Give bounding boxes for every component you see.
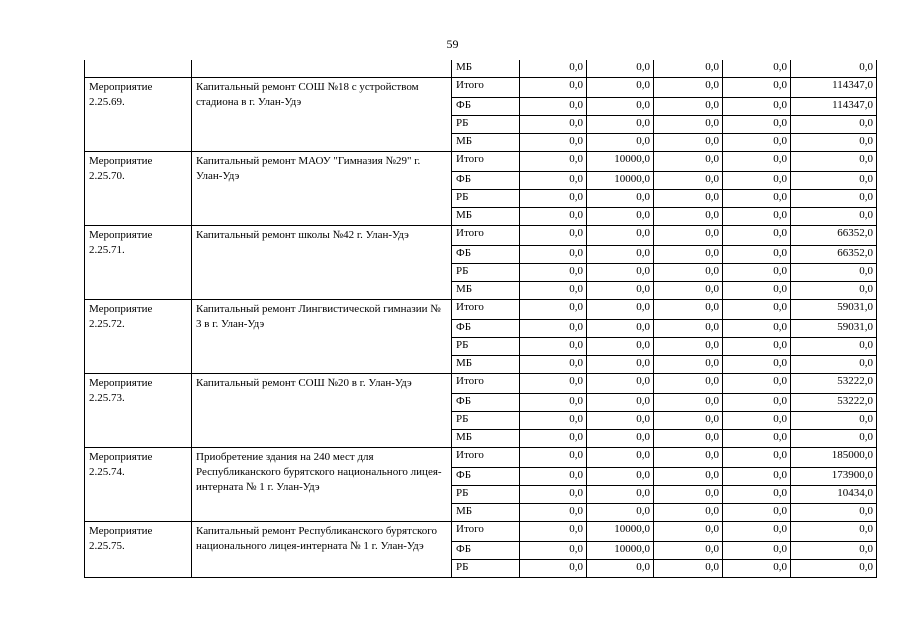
- value-cell: 0,0: [723, 152, 791, 172]
- value-cell: 0,0: [723, 504, 791, 522]
- value-cell: 0,0: [520, 78, 587, 98]
- value-cell: 0,0: [654, 374, 723, 394]
- value-cell: 0,0: [723, 320, 791, 338]
- value-cell: 0,0: [654, 522, 723, 542]
- value-cell: 59031,0: [791, 320, 877, 338]
- event-code-cell: Мероприятие 2.25.74.: [85, 448, 192, 522]
- value-cell: 0,0: [723, 246, 791, 264]
- table-row: [85, 152, 877, 172]
- value-cell: 0,0: [791, 152, 877, 172]
- value-cell: 0,0: [520, 246, 587, 264]
- event-description-cell: Капитальный ремонт МАОУ "Гимназия №29" г. Улан-Удэ: [192, 152, 452, 226]
- value-cell: 0,0: [520, 190, 587, 208]
- value-cell: 0,0: [723, 468, 791, 486]
- event-code-cell: Мероприятие 2.25.75.: [85, 522, 192, 578]
- value-cell: 0,0: [654, 134, 723, 152]
- value-cell: 0,0: [587, 246, 654, 264]
- value-cell: 0,0: [654, 468, 723, 486]
- value-cell: 0,0: [791, 264, 877, 282]
- value-cell: 0,0: [520, 504, 587, 522]
- value-cell: 114347,0: [791, 98, 877, 116]
- value-cell: 10000,0: [587, 152, 654, 172]
- value-cell: 0,0: [654, 78, 723, 98]
- value-cell: 0,0: [520, 226, 587, 246]
- value-cell: 0,0: [520, 300, 587, 320]
- value-cell: 0,0: [791, 412, 877, 430]
- funding-source-cell: РБ: [452, 264, 520, 282]
- value-cell: 0,0: [791, 522, 877, 542]
- value-cell: 0,0: [654, 486, 723, 504]
- value-cell: 0,0: [587, 116, 654, 134]
- funding-source-cell: МБ: [452, 504, 520, 522]
- value-cell: 0,0: [723, 264, 791, 282]
- funding-source-cell: Итого: [452, 226, 520, 246]
- value-cell: 0,0: [587, 134, 654, 152]
- value-cell: 0,0: [791, 208, 877, 226]
- value-cell: 0,0: [791, 190, 877, 208]
- funding-source-cell: Итого: [452, 374, 520, 394]
- value-cell: 0,0: [654, 190, 723, 208]
- value-cell: 0,0: [587, 190, 654, 208]
- funding-source-cell: РБ: [452, 338, 520, 356]
- value-cell: 0,0: [520, 152, 587, 172]
- value-cell: 0,0: [791, 356, 877, 374]
- event-description-cell: Приобретение здания на 240 мест для Республиканского бурятского национального лицея-интерната № 1 г. Улан-Удэ: [192, 448, 452, 522]
- funding-source-cell: МБ: [452, 134, 520, 152]
- page-number: 59: [446, 37, 459, 51]
- funding-source-cell: Итого: [452, 300, 520, 320]
- value-cell: 0,0: [520, 522, 587, 542]
- value-cell: 0,0: [654, 394, 723, 412]
- value-cell: 0,0: [587, 374, 654, 394]
- value-cell: 0,0: [654, 152, 723, 172]
- funding-source-cell: РБ: [452, 560, 520, 578]
- value-cell: 0,0: [723, 116, 791, 134]
- table-row: [85, 448, 877, 468]
- event-code-cell: Мероприятие 2.25.70.: [85, 152, 192, 226]
- value-cell: 0,0: [520, 98, 587, 116]
- value-cell: 0,0: [654, 264, 723, 282]
- value-cell: 0,0: [791, 504, 877, 522]
- value-cell: 0,0: [587, 560, 654, 578]
- value-cell: 0,0: [520, 356, 587, 374]
- value-cell: 0,0: [587, 356, 654, 374]
- value-cell: 0,0: [520, 172, 587, 190]
- value-cell: 0,0: [587, 338, 654, 356]
- value-cell: 0,0: [587, 448, 654, 468]
- value-cell: 0,0: [520, 374, 587, 394]
- value-cell: 0,0: [723, 412, 791, 430]
- event-code-cell: [85, 60, 192, 78]
- value-cell: 0,0: [791, 338, 877, 356]
- value-cell: 0,0: [723, 374, 791, 394]
- event-code-cell: Мероприятие 2.25.73.: [85, 374, 192, 448]
- funding-source-cell: Итого: [452, 152, 520, 172]
- value-cell: 0,0: [723, 430, 791, 448]
- funding-source-cell: РБ: [452, 412, 520, 430]
- value-cell: 0,0: [791, 60, 877, 78]
- value-cell: 0,0: [723, 172, 791, 190]
- value-cell: 0,0: [587, 412, 654, 430]
- value-cell: 185000,0: [791, 448, 877, 468]
- value-cell: 0,0: [587, 300, 654, 320]
- value-cell: 0,0: [520, 412, 587, 430]
- table-row: [85, 60, 877, 78]
- value-cell: 0,0: [791, 282, 877, 300]
- table-row: [85, 522, 877, 542]
- value-cell: 0,0: [791, 116, 877, 134]
- value-cell: 0,0: [791, 172, 877, 190]
- value-cell: 0,0: [723, 486, 791, 504]
- event-code-cell: Мероприятие 2.25.72.: [85, 300, 192, 374]
- value-cell: 0,0: [654, 300, 723, 320]
- value-cell: 0,0: [654, 282, 723, 300]
- value-cell: 0,0: [654, 560, 723, 578]
- value-cell: 0,0: [654, 430, 723, 448]
- value-cell: 0,0: [723, 338, 791, 356]
- funding-source-cell: МБ: [452, 208, 520, 226]
- value-cell: 0,0: [791, 134, 877, 152]
- value-cell: 0,0: [587, 60, 654, 78]
- value-cell: 0,0: [723, 78, 791, 98]
- value-cell: 0,0: [520, 560, 587, 578]
- value-cell: 0,0: [587, 504, 654, 522]
- funding-source-cell: РБ: [452, 116, 520, 134]
- value-cell: 0,0: [520, 60, 587, 78]
- value-cell: 0,0: [520, 208, 587, 226]
- value-cell: 53222,0: [791, 394, 877, 412]
- value-cell: 53222,0: [791, 374, 877, 394]
- value-cell: 0,0: [654, 448, 723, 468]
- value-cell: 66352,0: [791, 246, 877, 264]
- value-cell: 0,0: [520, 282, 587, 300]
- value-cell: 0,0: [587, 468, 654, 486]
- event-description-cell: Капитальный ремонт Лингвистической гимназии № 3 в г. Улан-Удэ: [192, 300, 452, 374]
- value-cell: 0,0: [723, 522, 791, 542]
- value-cell: 0,0: [587, 430, 654, 448]
- value-cell: 0,0: [723, 394, 791, 412]
- value-cell: 10000,0: [587, 172, 654, 190]
- value-cell: 0,0: [587, 208, 654, 226]
- funding-source-cell: ФБ: [452, 172, 520, 190]
- value-cell: 0,0: [654, 208, 723, 226]
- funding-source-cell: МБ: [452, 430, 520, 448]
- value-cell: 0,0: [520, 430, 587, 448]
- value-cell: 0,0: [654, 172, 723, 190]
- table-row: [85, 226, 877, 246]
- table-row: [85, 374, 877, 394]
- value-cell: 0,0: [791, 560, 877, 578]
- value-cell: 0,0: [587, 226, 654, 246]
- value-cell: 0,0: [723, 356, 791, 374]
- value-cell: 0,0: [587, 394, 654, 412]
- value-cell: 0,0: [587, 98, 654, 116]
- event-description-cell: Капитальный ремонт школы №42 г. Улан-Удэ: [192, 226, 452, 300]
- value-cell: 0,0: [587, 486, 654, 504]
- value-cell: 0,0: [520, 394, 587, 412]
- value-cell: 0,0: [520, 338, 587, 356]
- funding-source-cell: Итого: [452, 522, 520, 542]
- value-cell: 0,0: [587, 320, 654, 338]
- funding-source-cell: РБ: [452, 486, 520, 504]
- funding-source-cell: ФБ: [452, 98, 520, 116]
- value-cell: 0,0: [723, 448, 791, 468]
- value-cell: 0,0: [723, 208, 791, 226]
- value-cell: 0,0: [520, 542, 587, 560]
- value-cell: 10000,0: [587, 522, 654, 542]
- value-cell: 173900,0: [791, 468, 877, 486]
- funding-source-cell: ФБ: [452, 542, 520, 560]
- funding-source-cell: Итого: [452, 448, 520, 468]
- value-cell: 0,0: [520, 448, 587, 468]
- value-cell: 0,0: [520, 468, 587, 486]
- funding-source-cell: РБ: [452, 190, 520, 208]
- funding-table: [84, 60, 877, 578]
- value-cell: 0,0: [520, 264, 587, 282]
- value-cell: 0,0: [520, 134, 587, 152]
- value-cell: 0,0: [654, 246, 723, 264]
- funding-source-cell: ФБ: [452, 394, 520, 412]
- funding-source-cell: Итого: [452, 78, 520, 98]
- value-cell: 0,0: [587, 264, 654, 282]
- value-cell: 0,0: [791, 430, 877, 448]
- value-cell: 0,0: [723, 226, 791, 246]
- table-body: [85, 60, 877, 578]
- table-row: [85, 78, 877, 98]
- value-cell: 0,0: [654, 542, 723, 560]
- value-cell: 0,0: [654, 338, 723, 356]
- value-cell: 0,0: [520, 486, 587, 504]
- event-description-cell: Капитальный ремонт СОШ №20 в г. Улан-Удэ: [192, 374, 452, 448]
- value-cell: 0,0: [654, 116, 723, 134]
- funding-source-cell: МБ: [452, 60, 520, 78]
- event-description-cell: Капитальный ремонт Республиканского бурятского национального лицея-интерната № 1 г. Улан-Удэ: [192, 522, 452, 578]
- funding-source-cell: МБ: [452, 282, 520, 300]
- value-cell: 66352,0: [791, 226, 877, 246]
- value-cell: 0,0: [654, 504, 723, 522]
- value-cell: 10434,0: [791, 486, 877, 504]
- funding-source-cell: МБ: [452, 356, 520, 374]
- value-cell: 0,0: [723, 560, 791, 578]
- value-cell: 0,0: [723, 60, 791, 78]
- funding-source-cell: ФБ: [452, 320, 520, 338]
- value-cell: 10000,0: [587, 542, 654, 560]
- value-cell: 0,0: [587, 282, 654, 300]
- table-row: [85, 300, 877, 320]
- event-code-cell: Мероприятие 2.25.71.: [85, 226, 192, 300]
- value-cell: 0,0: [520, 116, 587, 134]
- event-description-cell: [192, 60, 452, 78]
- value-cell: 0,0: [723, 98, 791, 116]
- value-cell: 0,0: [654, 412, 723, 430]
- value-cell: 0,0: [723, 190, 791, 208]
- value-cell: 59031,0: [791, 300, 877, 320]
- funding-source-cell: ФБ: [452, 468, 520, 486]
- value-cell: 114347,0: [791, 78, 877, 98]
- value-cell: 0,0: [791, 542, 877, 560]
- funding-source-cell: ФБ: [452, 246, 520, 264]
- value-cell: 0,0: [654, 226, 723, 246]
- value-cell: 0,0: [654, 356, 723, 374]
- value-cell: 0,0: [520, 320, 587, 338]
- value-cell: 0,0: [654, 60, 723, 78]
- value-cell: 0,0: [654, 320, 723, 338]
- value-cell: 0,0: [723, 542, 791, 560]
- value-cell: 0,0: [654, 98, 723, 116]
- value-cell: 0,0: [723, 134, 791, 152]
- event-description-cell: Капитальный ремонт СОШ №18 с устройством стадиона в г. Улан-Удэ: [192, 78, 452, 152]
- value-cell: 0,0: [723, 282, 791, 300]
- event-code-cell: Мероприятие 2.25.69.: [85, 78, 192, 152]
- value-cell: 0,0: [587, 78, 654, 98]
- value-cell: 0,0: [723, 300, 791, 320]
